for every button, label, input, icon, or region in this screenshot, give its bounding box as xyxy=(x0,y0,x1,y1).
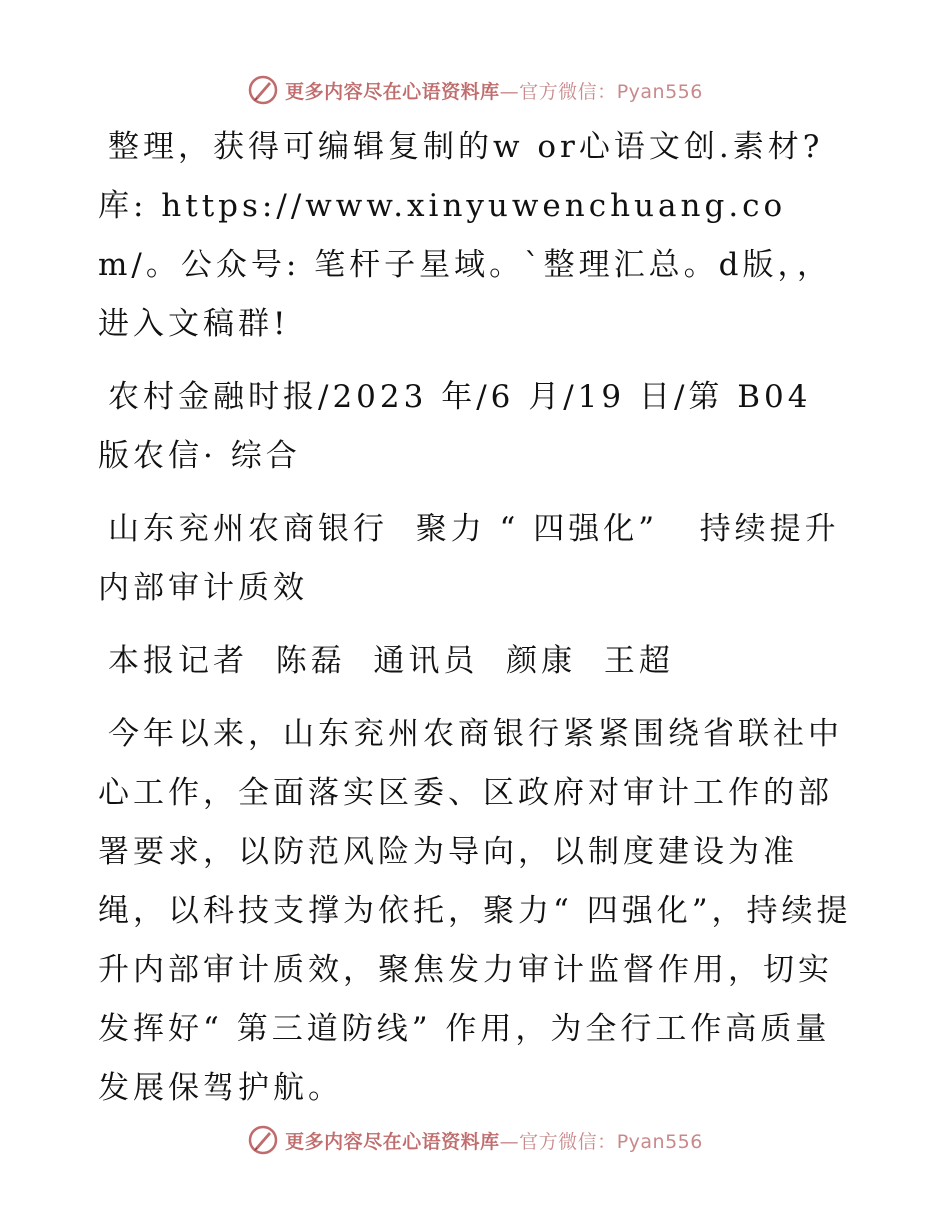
source-line: 农村金融时报/2023 年/6 月/19 日/第 B04 版农信· 综合 xyxy=(98,379,826,474)
watermark-text xyxy=(285,1127,703,1154)
watermark-brand: 更多内容尽在心语资料库 xyxy=(285,80,500,103)
intro-paragraph: 整理，获得可编辑复制的w or心语文创.素材?库: https://www.xinyuwenchuang.com/。公众号: 笔杆子星域。`整理汇总。d版，，进入文稿群! xyxy=(98,129,832,342)
byline: 本报记者 陈磊 通讯员 颜康 王超 xyxy=(108,643,674,679)
body-paragraph: 今年以来，山东兖州农商银行紧紧围绕省联社中心工作，全面落实区委、区政府对审计工作的部署要求，以防范风险为导向，以制度建设为准绳，以科技支撑为依托，聚力“ 四强化”，持续提升内部审计质效，聚焦发力审计监督作用，切实发挥好“ 第三道防线” 作用，为全行工作高质量发展保驾护航。 xyxy=(98,716,852,1106)
watermark-wechat-label: 官方微信： xyxy=(519,1130,617,1153)
watermark-text xyxy=(285,77,703,104)
footer-watermark-banner xyxy=(0,1120,950,1160)
article-title: 山东兖州农商银行 聚力 “ 四强化” 持续提升内部审计质效 xyxy=(98,511,840,606)
header-watermark-banner xyxy=(0,70,950,110)
watermark-separator: — xyxy=(499,80,520,103)
watermark-wechat-id: Pyan556 xyxy=(616,1130,703,1153)
quill-pen-icon xyxy=(247,1124,279,1156)
watermark-separator: — xyxy=(499,1130,520,1153)
watermark-brand: 更多内容尽在心语资料库 xyxy=(285,1130,500,1153)
document-body xyxy=(98,118,858,1132)
watermark-wechat-label: 官方微信： xyxy=(519,80,617,103)
quill-pen-icon xyxy=(247,74,279,106)
watermark-wechat-id: Pyan556 xyxy=(616,80,703,103)
